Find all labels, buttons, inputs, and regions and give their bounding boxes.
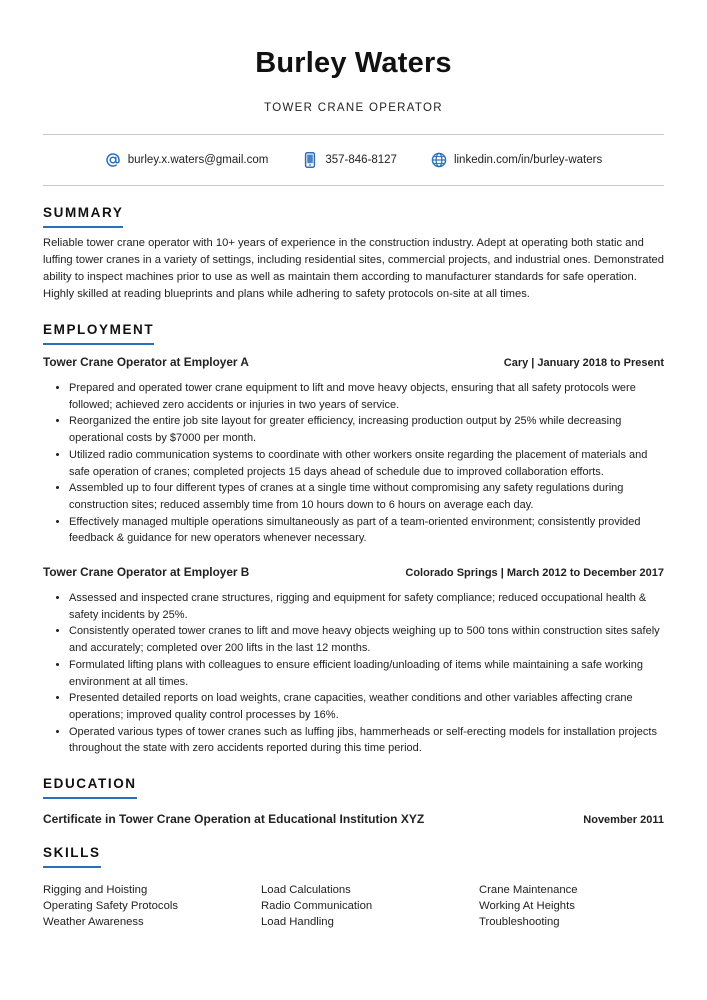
contact-linkedin[interactable] (431, 152, 602, 168)
list-item: • Utilized radio communication systems to coordinate with other workers onsite regarding the placement of materials and safe operation of cranes; completed projects 15 days ahead of schedule due to improved collaboration efforts. (69, 447, 664, 480)
skill-item: Load Handling (261, 916, 334, 929)
resume-page (43, 0, 664, 930)
skill-item: Working At Heights (479, 900, 575, 913)
skills-column (43, 882, 261, 930)
skills-grid (43, 882, 664, 930)
list-item: • Consistently operated tower cranes to lift and move heavy objects weighing up to 500 tons within construction sites safely and accurately; completed over 200 lifts in the last 12 months. (69, 623, 664, 656)
job-entry-title: Tower Crane Operator at Employer A (43, 355, 249, 369)
summary-text: Reliable tower crane operator with 10+ years of experience in the construction industry. Adept at operating both static and luffing tower cranes in a variety of settings, including residential sites, commercial projects, and industrial ones. Demonstrated ability to inspect machines prior to use as well as maintain them according to manufacturer standards for safe operation. Highly skilled at reading blueprints and plans while adhering to safety protocols on-site at all times. (43, 237, 664, 300)
list-item: • Prepared and operated tower crane equipment to lift and move heavy objects, ensuring that all safety protocols were followed; achieved zero accidents or injuries in two years of service. (69, 380, 664, 413)
phone-icon (302, 152, 318, 168)
job-entry (43, 354, 664, 547)
globe-icon (431, 152, 447, 168)
employment-section (43, 321, 664, 757)
list-item: • Reorganized the entire job site layout for greater efficiency, increasing production output by 25% while decreasing operational costs by $7000 per month. (69, 413, 664, 446)
skill-item: Operating Safety Protocols (43, 900, 179, 913)
job-entry-meta: Colorado Springs | March 2012 to December 2017 (405, 567, 664, 580)
education-date: November 2011 (583, 814, 664, 827)
divider-bottom (43, 185, 664, 186)
candidate-name: Burley Waters (255, 47, 452, 79)
education-heading: EDUCATION (43, 776, 137, 799)
employment-heading: EMPLOYMENT (43, 322, 154, 345)
job-title: TOWER CRANE OPERATOR (264, 102, 443, 114)
education-section (43, 775, 664, 826)
summary-section (43, 204, 664, 303)
at-sign-icon (105, 152, 121, 168)
summary-heading: SUMMARY (43, 205, 123, 228)
list-item: • Formulated lifting plans with colleagues to ensure efficient loading/unloading of items while maintaining a safe working environment at all times. (69, 657, 664, 690)
contact-bar (43, 135, 664, 185)
skills-column (261, 882, 479, 930)
phone-text: 357-846-8127 (325, 154, 397, 166)
skill-item: Rigging and Hoisting (43, 884, 148, 897)
list-item: • Operated various types of tower cranes such as luffing jibs, hammerheads or self-erecting models for installation projects throughout the state with zero accidents reported during this time period. (69, 724, 664, 757)
skill-item: Load Calculations (261, 884, 351, 897)
job-bullets (43, 380, 664, 547)
skills-heading: SKILLS (43, 845, 101, 868)
skill-item: Crane Maintenance (479, 884, 578, 897)
list-item: • Presented detailed reports on load weights, crane capacities, weather conditions and other variables affecting crane operations; improved quality control processes by 16%. (69, 690, 664, 723)
job-entry-title: Tower Crane Operator at Employer B (43, 565, 250, 580)
skills-section (43, 844, 664, 930)
job-bullets (43, 590, 664, 757)
linkedin-text: linkedin.com/in/burley-waters (453, 154, 603, 166)
skill-item: Radio Communication (261, 900, 373, 913)
education-title: Certificate in Tower Crane Operation at Educational Institution XYZ (43, 812, 425, 827)
skill-item: Weather Awareness (43, 916, 144, 929)
contact-phone[interactable] (302, 152, 397, 168)
list-item: • Assembled up to four different types of cranes at a single time without compromising any safety regulations during construction sites; reduced assembly time from 10 hours down to 6 hours on average each day. (69, 480, 664, 513)
job-entry-meta: Cary | January 2018 to Present (503, 357, 664, 369)
skill-item: Troubleshooting (479, 916, 560, 929)
job-entry (43, 564, 664, 757)
skills-column (479, 882, 664, 930)
contact-email[interactable] (105, 152, 269, 168)
email-text: burley.x.waters@gmail.com (127, 154, 269, 166)
list-item: • Effectively managed multiple operations simultaneously as part of a team-oriented environment; consistently provided feedback & guidance for new operators whenever necessary. (69, 514, 664, 547)
list-item: • Assessed and inspected crane structures, rigging and equipment for safety compliance; reduced occupational health & safety incidents by 25%. (69, 590, 664, 623)
